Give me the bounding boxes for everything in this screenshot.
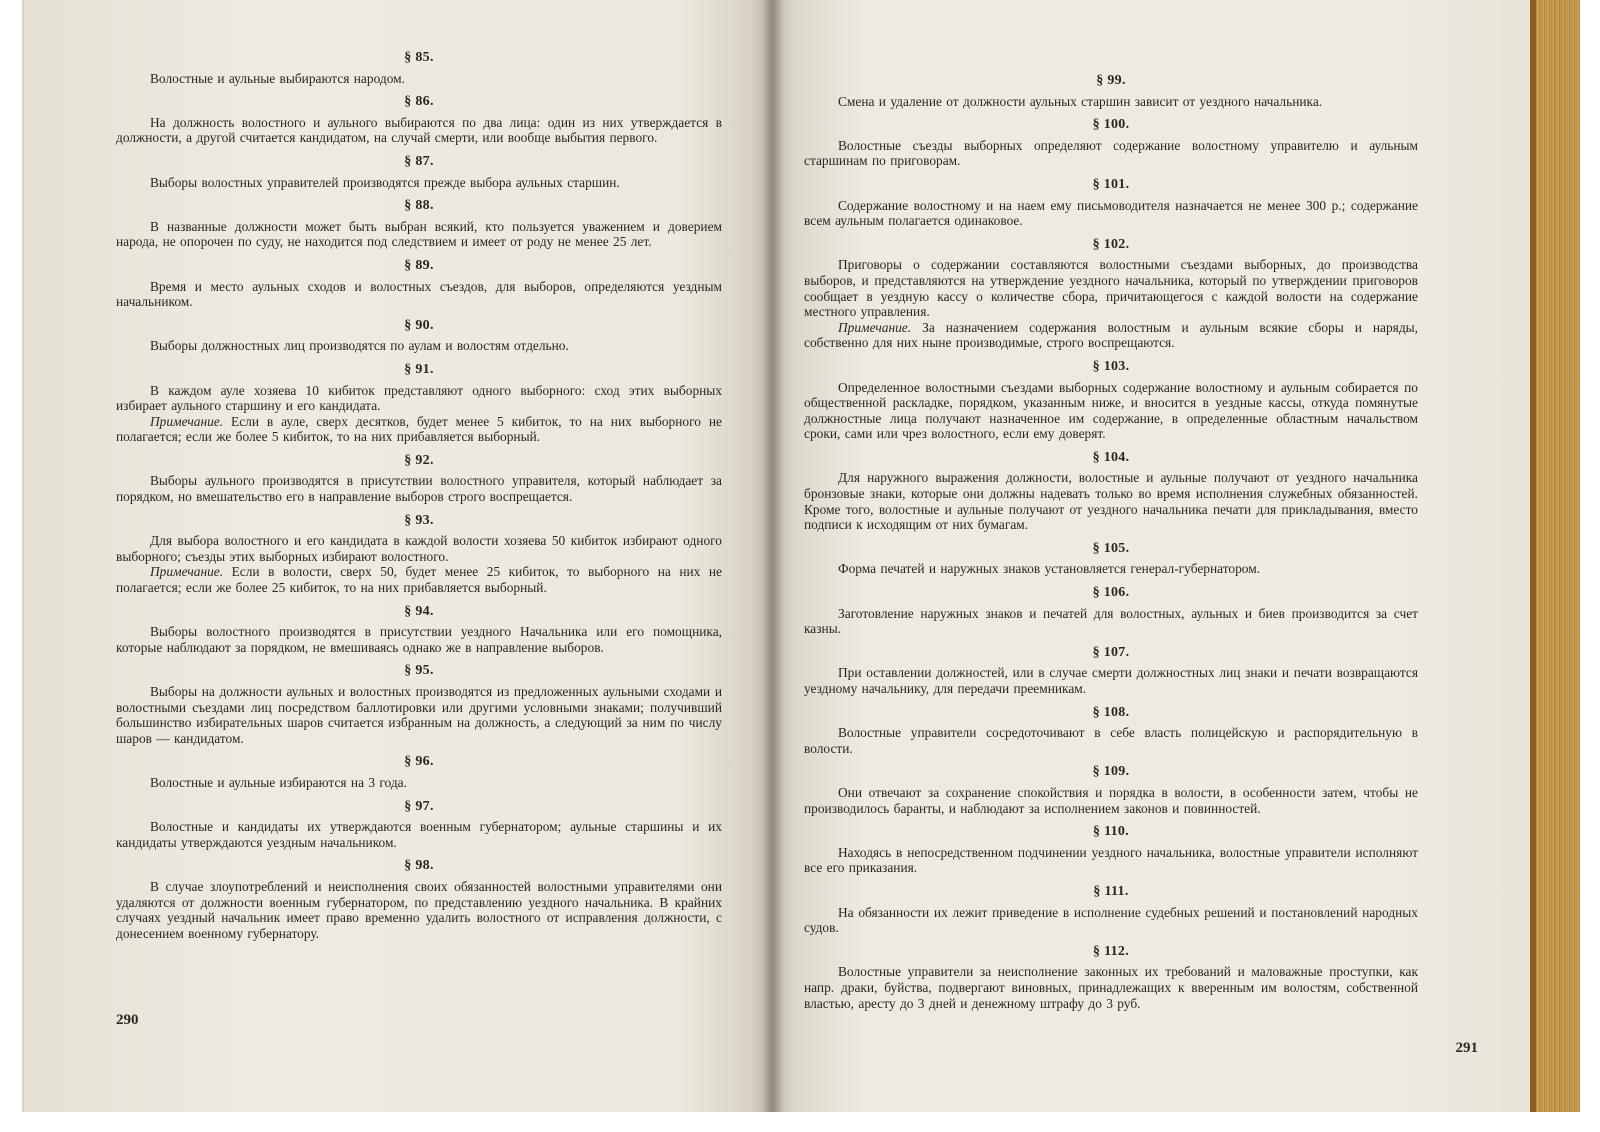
section-body: Волостные съезды выборных определяют содержание волостному управителю и аульным старшинам по приговорам. xyxy=(804,137,1418,169)
section-text xyxy=(804,665,1418,696)
section-text xyxy=(804,138,1418,169)
section-text xyxy=(116,338,722,354)
note-text: Если в волости, сверх 50, будет менее 25 кибиток, то выборного на них не полагается; если же более 25 кибиток, то на них прибавляется выборный. xyxy=(116,564,722,596)
section-text xyxy=(804,561,1418,577)
section-body: Определенное волостными съездами выборных содержание волостному и аульным собирается по общественной раскладке, порядком, указанным ниже, и вносится в уездные кассы, откуда помянутые должностные лица получают назначенное им содержание, в определенные областным начальством сроки, сами или чрез волостного, если ему доверят. xyxy=(804,379,1418,442)
section-text xyxy=(804,257,1418,319)
section-heading: § 85. xyxy=(404,50,434,65)
section-heading: § 96. xyxy=(404,754,434,770)
section-body: Форма печатей и наружных знаков установляется генерал-губернатором. xyxy=(838,561,1261,577)
section-text xyxy=(804,380,1418,442)
section-text xyxy=(116,383,722,414)
section-text xyxy=(804,198,1418,229)
section-text xyxy=(116,624,722,655)
section-heading: § 97. xyxy=(404,798,434,814)
section-heading: § 89. xyxy=(404,257,434,273)
section-text xyxy=(116,115,722,146)
section-heading: § 99. xyxy=(1096,73,1126,88)
section-text xyxy=(116,219,722,250)
book-gutter xyxy=(762,0,784,1112)
section-text xyxy=(116,684,722,746)
section-heading: § 88. xyxy=(404,198,434,214)
note-text: Если в ауле, сверх десятков, будет менее 5 кибиток, то на них выборного не полагается; если же более 5 кибиток, то на них прибавляется выборный. xyxy=(116,413,722,445)
section-body: Для наружного выражения должности, волостные и аульные получают от уездного начальника бронзовые знаки, которые они должны надевать только во время исполнения служебных обязанностей. Кроме того, волостные и аульные получают от уездного начальника печати для прикладывания, вместо подписи к исходящим от них бумагам. xyxy=(804,470,1418,533)
section-text xyxy=(116,879,722,941)
left-page xyxy=(24,0,772,1112)
section-body: Они отвечают за сохранение спокойствия и порядка в волости, в особенности затем, чтобы не производилось баранты, и наблюдают за исполнением законов и повинностей. xyxy=(804,784,1418,816)
section-note xyxy=(116,564,722,595)
section-heading: § 98. xyxy=(404,858,434,874)
left-column xyxy=(116,50,722,949)
section-heading: § 112. xyxy=(1092,943,1130,959)
section-body: Волостные и аульные избираются на 3 года. xyxy=(150,774,407,790)
section-heading: § 104. xyxy=(1092,449,1130,465)
section-heading: § 106. xyxy=(1092,585,1130,601)
section-text xyxy=(116,473,722,504)
section-note xyxy=(804,320,1418,351)
section-body: Выборы волостных управителей производятся прежде выбора аульных старшин. xyxy=(150,174,620,190)
section-body: На должность волостного и аульного выбираются по два лица: один из них утверждается в должности, а другой считается кандидатом, на случай смерти, или вообще выбытия первого. xyxy=(116,114,722,146)
section-text xyxy=(804,905,1418,936)
section-note xyxy=(116,414,722,445)
page-number-right: 291 xyxy=(1455,1040,1478,1056)
section-text xyxy=(804,94,1418,110)
section-heading: § 87. xyxy=(404,153,434,169)
section-heading: § 108. xyxy=(1092,704,1130,720)
section-text xyxy=(116,533,722,564)
section-heading: § 111. xyxy=(1093,883,1129,899)
section-text xyxy=(804,845,1418,876)
page-edges xyxy=(1530,0,1580,1112)
section-text xyxy=(116,279,722,310)
note-label: Примечание. xyxy=(838,319,912,335)
section-text xyxy=(116,819,722,850)
section-heading: § 92. xyxy=(404,452,434,468)
section-heading: § 107. xyxy=(1092,644,1130,660)
section-body: В названные должности может быть выбран всякий, кто пользуется уважением и доверием народа, не опорочен по суду, не находится под следствием и имеет от роду не менее 25 лет. xyxy=(116,218,722,250)
section-heading: § 91. xyxy=(404,361,434,377)
section-text xyxy=(804,964,1418,1011)
section-body: Волостные и кандидаты их утверждаются военным губернатором; аульные старшины и их кандидаты утверждаются уездным начальником. xyxy=(116,819,722,850)
note-label: Примечание. xyxy=(150,564,224,580)
section-body: При оставлении должностей, или в случае смерти должностных лиц знаки и печати возвращаются уездному начальнику, для передачи преемникам. xyxy=(804,665,1418,696)
section-heading: § 100. xyxy=(1092,117,1130,133)
section-body: Выборы волостного производятся в присутствии уездного Начальника или его помощника, которые наблюдают за порядком, не вмешиваясь однако же в направление выборов. xyxy=(116,624,722,655)
section-body: Заготовление наружных знаков и печатей для волостных, аульных и биев производится за счет казны. xyxy=(804,605,1418,637)
open-book xyxy=(22,0,1580,1112)
section-text xyxy=(804,785,1418,816)
note-text: За назначением содержания волостным и аульным всякие сборы и наряды, собственно для них ныне производимые, строго воспрещаются. xyxy=(804,319,1418,351)
section-text xyxy=(116,71,722,87)
section-body: В случае злоупотреблений и неисполнения своих обязанностей волостными управителями они удаляются от должности военным губернатором, по представлению уездного начальника. В крайних случаях уездный начальник имеет право временно удалить волостного от исправления должности, с донесением военному губернатору. xyxy=(116,878,722,941)
section-body: Находясь в непосредственном подчинении уездного начальника, волостные управители исполняют все его приказания. xyxy=(804,844,1418,876)
section-heading: § 86. xyxy=(404,94,434,110)
section-text xyxy=(116,775,722,791)
section-heading: § 102. xyxy=(1092,236,1130,252)
section-body: Волостные управители за неисполнение законных их требований и маловажные проступки, как напр. драки, буйства, подвергают виновных, принадлежащих к вверенным им волостям, собственной властью, аресту до 3 дней и денежному штрафу до 3 руб. xyxy=(804,964,1418,1011)
section-body: Выборы на должности аульных и волостных производятся из предложенных аульными сходами и волостными съездами лиц посредством баллотировки или другими условными знаками; получивший большинство избирательных шаров считается избранным на должность, а следующий за ним по числу шаров — кандидатом. xyxy=(116,684,722,746)
section-heading: § 110. xyxy=(1092,824,1130,840)
section-heading: § 94. xyxy=(404,603,434,619)
section-heading: § 109. xyxy=(1092,764,1130,780)
section-body: Смена и удаление от должности аульных старшин зависит от уездного начальника. xyxy=(838,93,1323,109)
section-text xyxy=(804,606,1418,637)
section-heading: § 101. xyxy=(1092,176,1130,192)
section-heading: § 95. xyxy=(404,663,434,679)
section-body: Содержание волостному и на наем ему письмоводителя назначается не менее 300 р.; содержание всем аульным полагается одинаковое. xyxy=(804,197,1418,229)
section-body: На обязанности их лежит приведение в исполнение судебных решений и постановлений народных судов. xyxy=(804,904,1418,936)
section-heading: § 93. xyxy=(404,512,434,528)
section-body: Для выбора волостного и его кандидата в каждой волости хозяева 50 кибиток избирают одного выборного; съезды этих выборных избирают волостного. xyxy=(116,533,722,564)
note-label: Примечание. xyxy=(150,413,224,429)
section-body: Волостные управители сосредоточивают в себе власть полицейскую и распорядительную в волости. xyxy=(804,725,1418,756)
section-body: Выборы должностных лиц производятся по аулам и волостям отдельно. xyxy=(150,338,569,354)
section-heading: § 105. xyxy=(1092,540,1130,556)
section-body: Время и место аульных сходов и волостных съездов, для выборов, определяются уездным начальником. xyxy=(116,278,722,310)
section-body: Волостные и аульные выбираются народом. xyxy=(150,70,405,86)
section-body: Выборы аульного производятся в присутствии волостного управителя, который наблюдает за порядком, но вмешательство его в направление выборов строго воспрещается. xyxy=(116,473,722,505)
right-page xyxy=(772,0,1530,1112)
section-text xyxy=(116,175,722,191)
section-heading: § 103. xyxy=(1092,358,1130,374)
section-heading: § 90. xyxy=(404,317,434,333)
page-number-left: 290 xyxy=(116,1012,139,1028)
right-column xyxy=(804,73,1418,1019)
section-body: В каждом ауле хозяева 10 кибиток представляют одного выборного: сход этих выборных избирает аульного старшину и его кандидата. xyxy=(116,382,722,414)
section-text xyxy=(804,470,1418,532)
section-body: Приговоры о содержании составляются волостными съездами выборных, до производства выборов, и представляются на утверждение уездного начальника, который по утверждении приговоров сообщает в уездную кассу о количестве сбора, причитающегося с каждой волости на содержание местного управления. xyxy=(804,257,1418,320)
section-text xyxy=(804,725,1418,756)
